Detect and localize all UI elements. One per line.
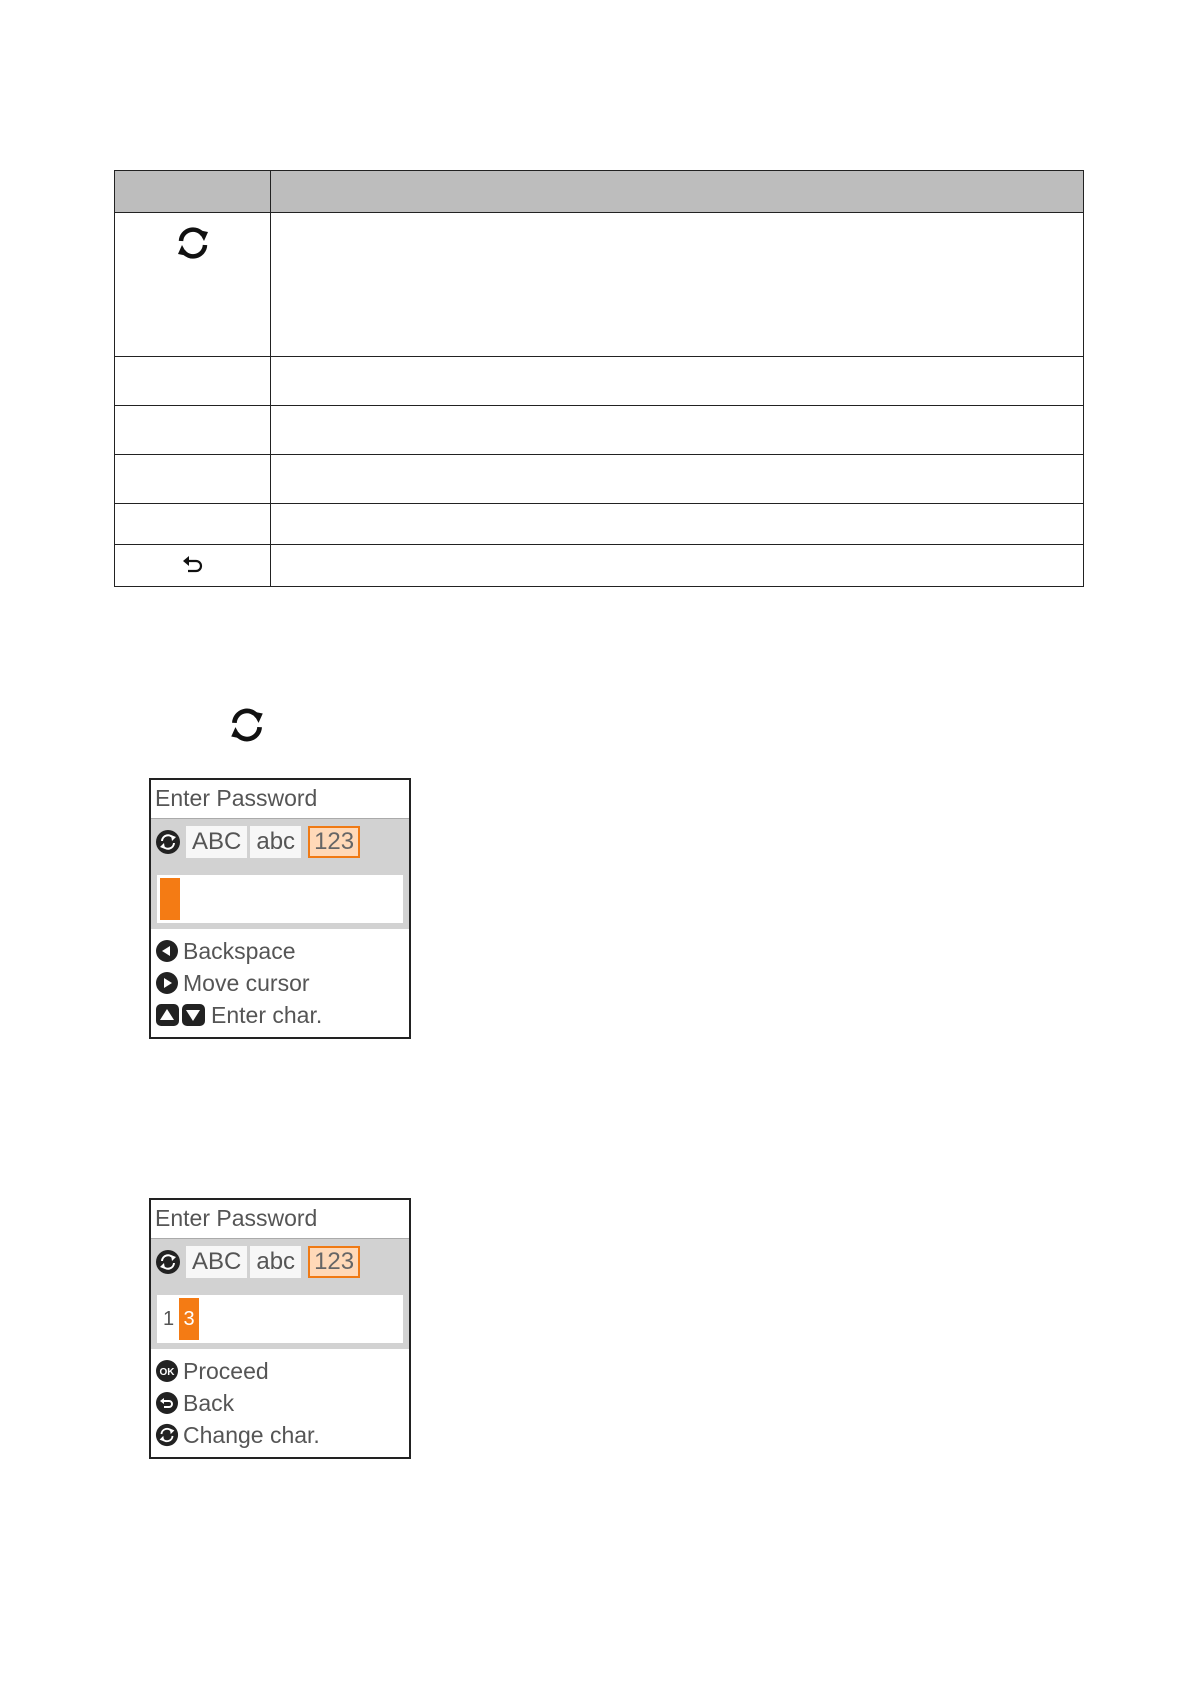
screen-title: Enter Password xyxy=(151,780,409,819)
hint-label: Enter char. xyxy=(211,1001,323,1028)
mode-uppercase[interactable]: ABC xyxy=(186,1246,247,1278)
table-description-cell xyxy=(271,504,1084,545)
password-input[interactable] xyxy=(157,875,403,923)
cycle-arrows-icon xyxy=(226,706,268,744)
table-row xyxy=(115,213,1084,357)
ok-icon-label: OK xyxy=(159,1367,175,1378)
left-triangle-icon xyxy=(155,939,179,963)
mode-selector xyxy=(155,1245,363,1279)
table-header-cell xyxy=(271,171,1084,213)
cycle-arrows-icon xyxy=(173,225,213,261)
table-description-cell xyxy=(271,213,1084,357)
mode-lowercase[interactable]: abc xyxy=(250,1246,301,1278)
text-cursor xyxy=(160,878,180,920)
table-description-cell xyxy=(271,545,1084,587)
table-description-cell xyxy=(271,455,1084,504)
table-description-cell xyxy=(271,357,1084,406)
back-arrow-icon xyxy=(181,555,205,575)
table-icon-cell xyxy=(115,545,271,587)
right-triangle-icon xyxy=(155,971,179,995)
hint-proceed xyxy=(151,1355,409,1387)
hint-list xyxy=(151,929,409,1031)
input-band xyxy=(151,1239,409,1349)
hint-label: Move cursor xyxy=(183,969,310,996)
mode-numeric-selected[interactable]: 123 xyxy=(308,1246,360,1278)
cycle-icon xyxy=(155,1423,179,1447)
input-band xyxy=(151,819,409,929)
lcd-screen-enter-password xyxy=(149,778,411,1039)
cycle-button-icon[interactable] xyxy=(155,829,181,855)
table-icon-cell xyxy=(115,504,271,545)
table-icon-cell xyxy=(115,213,271,357)
table-header-row xyxy=(115,171,1084,213)
table-row xyxy=(115,545,1084,587)
hint-enter-char xyxy=(151,999,409,1031)
hint-list xyxy=(151,1349,409,1451)
table-header-cell xyxy=(115,171,271,213)
table-row xyxy=(115,455,1084,504)
typed-char: 1 xyxy=(163,1308,175,1330)
mode-selector xyxy=(155,825,363,859)
mode-lowercase[interactable]: abc xyxy=(250,826,301,858)
table-row xyxy=(115,357,1084,406)
table-row xyxy=(115,504,1084,545)
hint-backspace xyxy=(151,935,409,967)
hint-change-char xyxy=(151,1419,409,1451)
back-icon xyxy=(155,1391,179,1415)
up-down-triangles-icon xyxy=(155,1003,207,1027)
hint-label: Change char. xyxy=(183,1421,320,1448)
hint-label: Proceed xyxy=(183,1357,269,1384)
lcd-screen-enter-password xyxy=(149,1198,411,1459)
hint-move-cursor xyxy=(151,967,409,999)
hint-label: Backspace xyxy=(183,937,296,964)
hint-back xyxy=(151,1387,409,1419)
cursor-char: 3 xyxy=(179,1298,199,1340)
table-icon-cell xyxy=(115,455,271,504)
mode-numeric-selected[interactable]: 123 xyxy=(308,826,360,858)
reference-table xyxy=(114,170,1084,587)
hint-label: Back xyxy=(183,1389,235,1416)
table-row xyxy=(115,406,1084,455)
table-description-cell xyxy=(271,406,1084,455)
password-input[interactable] xyxy=(157,1295,403,1343)
ok-icon xyxy=(155,1359,179,1383)
table-icon-cell xyxy=(115,406,271,455)
mode-uppercase[interactable]: ABC xyxy=(186,826,247,858)
cycle-button-icon[interactable] xyxy=(155,1249,181,1275)
table-icon-cell xyxy=(115,357,271,406)
screen-title: Enter Password xyxy=(151,1200,409,1239)
